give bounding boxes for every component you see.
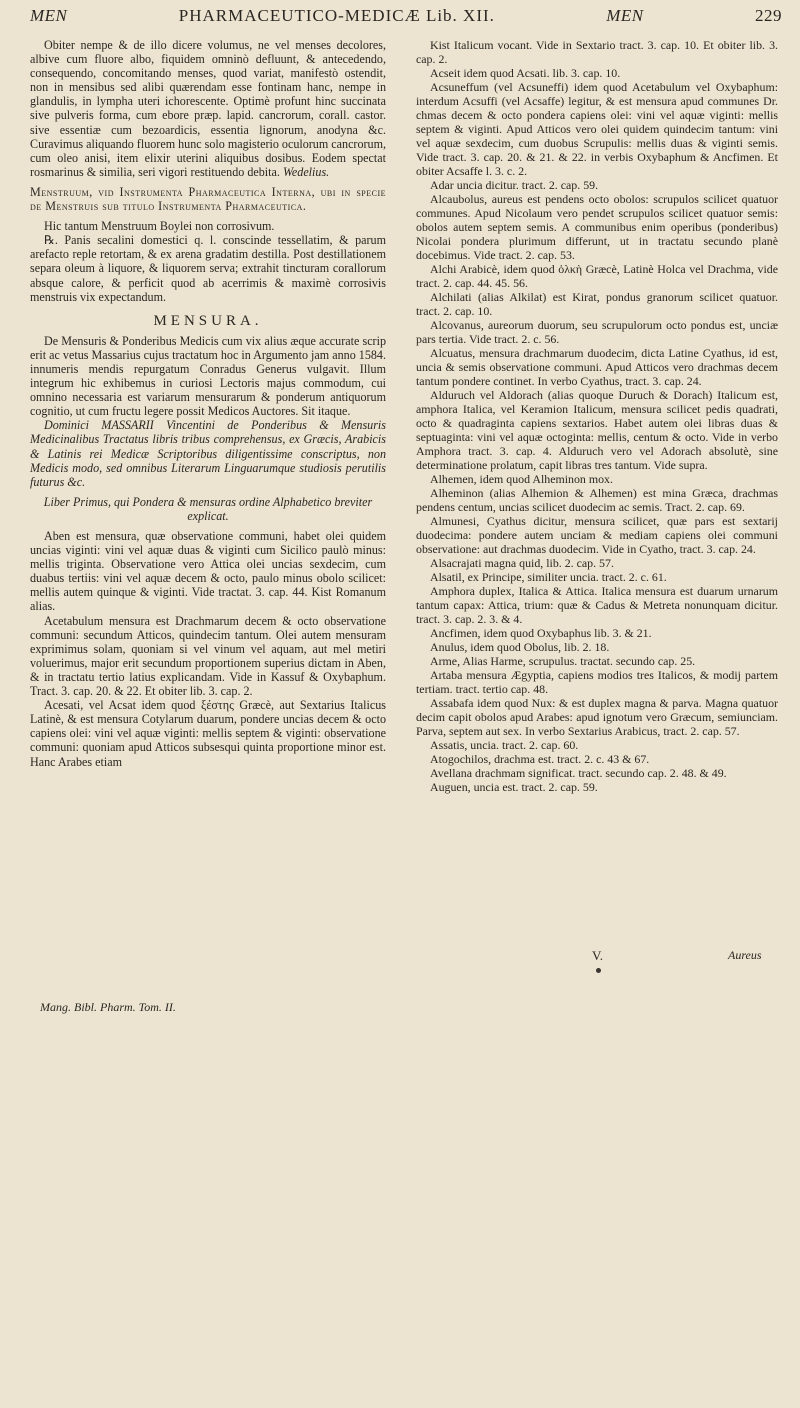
- section-heading: MENSURA.: [153, 312, 263, 329]
- dictionary-entry: Alchilati (alias Alkilat) est Kirat, pondus granorum scilicet quatuor. tract. 2. cap. 10.: [416, 290, 778, 318]
- dictionary-entry: Auguen, uncia est. tract. 2. cap. 59.: [430, 780, 598, 794]
- signature-line: Mang. Bibl. Pharm. Tom. II.: [40, 1000, 176, 1014]
- dictionary-entry: Assatis, uncia. tract. 2. cap. 60.: [430, 738, 579, 752]
- dictionary-entry: Amphora duplex, Italica & Attica. Italica mensura est duarum urnarum tantum capax: Attica, trium: quæ & Cadus & Metreta nonunquam dicitur. tract. 3. cap. 2. 3. & 4.: [416, 584, 778, 626]
- liber-primus-heading: Liber Primus, qui Pondera & mensuras ordine Alphabetico breviter explicat.: [43, 494, 373, 523]
- acesati-entry: Acesati, vel Acsat idem quod ξέστης Græcè, aut Sextarius Italicus Latinè, & est mensura Cotylarum duarum, pondere uncias decem & octo capiens olei: vini vel aquæ viginti: mellis septem & viginti: observatione communi: quoniam apud Atticos subsesqui quinta proportione minor est. Hanc Arabes etiam: [30, 698, 386, 769]
- dictionary-entry: Alcovanus, aureorum duorum, seu scrupulorum octo pondus est, unciæ pars tertia. Vide tract. 2. c. 56.: [416, 318, 778, 346]
- dictionary-entry: Acsuneffum (vel Acsuneffi) idem quod Acetabulum vel Oxybaphum: interdum Acsuffi (vel Acsaffe) legitur, & est mensura apud communes Dr. chmas decem & octo pondera capiens olei: vini vel aquæ viginti: mellis septem & viginti. Apud Atticos vero olei quidem quindecim tantum: vini vel aquæ sexdecim, cum duobus Scrupulis: mellis duas & viginti semis. Vide tract. 3. cap. 20. & 21. & 22. in verbis Oxybaphum & Ancfimen. Et obiter Acsaffe l. 3. c. 2.: [416, 80, 778, 178]
- dictionary-entry: Alsacrajati magna quid, lib. 2. cap. 57.: [430, 556, 614, 570]
- dictionary-entry: Alheminon (alias Alhemion & Alhemen) est mina Græca, drachmas pendens centum, uncias scilicet duodecim ac semis. Tract. 2. cap. 69.: [416, 486, 778, 514]
- dictionary-entry: Avellana drachmam significat. tract. secundo cap. 2. 48. & 49.: [430, 766, 727, 780]
- boyle-paragraph: Hic tantum Menstruum Boylei non corrosivum.: [44, 219, 275, 234]
- dictionary-entry: Alduruch vel Aldorach (alias quoque Duruch & Dorach) Italicum est, amphora Italica, vel Keramion Italicum, mensura scilicet pedis quadrati, octo & quadraginta capiens sextarios. Habet autem olei libras duas & septuaginta: vini vel aquæ octoginta: mellis, centum & octo. Vide in verbo Amphora tract. 3. cap. 4. Alduruch vero vel Adorach absolutè, sine determinatione prolatum, capit libras tres tantum. Vide supra.: [416, 388, 778, 472]
- intro-paragraph: Obiter nempe & de illo dicere volumus, ne vel menses decolores, albive cum fluore albo, fiquidem omninò defluunt, & antecedendo, consequendo, concomitando menses, quod variat, manifestò ostendit, non in mensibus sed alibi quærendam esse fontinam hanc, nempe in glandulis, in lympha uteri ichorescente. Optimè profunt hinc succinata sive pulveris forma, cum ebore præp. lapid. cancrorum, corall. castor. sive essentiæ cum bezoardicis, essentia lignorum, anodyna &c. Curavimus aliquando fluorem hunc solo magisterio oculorum cancrorum, cum oleo anisi, item elixir uterini aliquibus dosibus. Eodem spectat rosmarinus & similia, seri vigori restituendo debita. Wedelius.: [30, 38, 387, 179]
- dictionary-entry: Artaba mensura Ægyptia, capiens modios tres Italicos, & modij partem tertiam. tract. tertio cap. 48.: [416, 668, 778, 696]
- mensura-paragraph: De Mensuris & Ponderibus Medicis cum vix alius æque accurate scrip erit ac vetus Massarius cujus tractatum hoc in Argumento jam anno 1584. innumeris mendis repurgatum Conradus Generus vulgavit. Illum integrum hic exhibemus in curiosi Lectoris majus commodum, cui omnino necessaria est variarum mensurarum & ponderum antiquorum cognitio, ut cum fructu legere possit Medicos Auctores. Sit itaque.: [30, 333, 386, 419]
- right-column: [416, 38, 778, 794]
- dictionary-entry: Assabafa idem quod Nux: & est duplex magna & parva. Magna quatuor decim capit obolos apud Arabes: apud ignotum vero Græcum, semiunciam. Parva, septem aut sex. In verbo Sextarius Arabicus, tract. 2. cap. 57.: [416, 696, 778, 738]
- dictionary-entry: Adar uncia dicitur. tract. 2. cap. 59.: [430, 178, 599, 192]
- left-column: [30, 38, 386, 769]
- ink-dot: [596, 968, 601, 973]
- dictionary-entry: Alsatil, ex Principe, similiter uncia. tract. 2. c. 61.: [430, 570, 667, 584]
- dictionary-entry: Alcuatus, mensura drachmarum duodecim, dicta Latine Cyathus, id est, uncia & semis observatione communi. Apud Atticos vero drachmas decem tantum pondere continet. In verbo Cyathus, tract. 3. cap. 24.: [416, 346, 778, 388]
- dictionary-entry: Anulus, idem quod Obolus, lib. 2. 18.: [430, 640, 610, 654]
- dictionary-entry: Arme, Alias Harme, scrupulus. tractat. secundo cap. 25.: [430, 654, 696, 668]
- header-running-title: PHARMACEUTICO-MEDICÆ Lib. XII.: [178, 6, 495, 25]
- intro-author: Wedelius.: [282, 164, 330, 179]
- dictionary-entry: Atogochilos, drachma est. tract. 2. c. 43 & 67.: [430, 752, 650, 766]
- menstruum-title: Menstruum, vid Instrumenta Pharmaceutica Interna, ubi in specie de Menstruis sub titulo Instrumenta Pharmaceutica.: [30, 184, 386, 214]
- header-right-word: MEN: [606, 6, 644, 25]
- dictionary-entry: Alhemen, idem quod Alheminon mox.: [430, 472, 613, 486]
- catchword: Aureus: [728, 948, 762, 962]
- aben-entry: Aben est mensura, quæ observatione communi, habet olei quidem uncias viginti: vini vel aquæ duas & viginti cum Sicilico paulò minus: mellis triginta. Observatione vero Attica olei uncias sexdecim, cum duabus tertiis: vini vel aquæ decem & octo, paulo minus obolo scilicet: mellis autem quinque & viginti. Vide tractat. 3. cap. 44. Kist Romanum alias.: [30, 529, 386, 614]
- dictionary-entry: Ancfimen, idem quod Oxybaphus lib. 3. & 21.: [430, 626, 652, 640]
- dictionary-entry: Almunesi, Cyathus dicitur, mensura scilicet, quæ pars est sextarij duodecima: pondere autem unciam & mediam capiens olei communi observatione: aut drachmas duodecim. Vide in Cyatho, tract. 3. cap. 24.: [416, 514, 778, 556]
- page-number: 229: [754, 6, 782, 25]
- recipe-paragraph: ℞. Panis secalini domestici q. l. conscinde tessellatim, & parum arefacto reple retortam, & ex arena gradatim destilla. Post destillationem separa oleum à liquore, & liquorem serva; extrahit tincturam corallorum absque calore, & perficit quod ab acerrimis & maximè corrosivis menstruis vix expectandum.: [30, 233, 386, 304]
- acetabulum-entry: Acetabulum mensura est Drachmarum decem & octo observatione communi: secundum Atticos, quindecim tantum. Olei autem mensuram exprimimus solam, quoniam si vel vinum vel aquam, aut mel metiri voluerimus, major erit secundum proportionem superius dictam in Aben, & in tractatu tertio latius explicandam. Vide in Kassuf & Oxybaphum. Tract. 3. cap. 20. & 22. Et obiter lib. 3. cap. 2.: [30, 613, 386, 699]
- signature-mark: V.: [592, 948, 603, 963]
- dictionary-entry: Kist Italicum vocant. Vide in Sextario tract. 3. cap. 10. Et obiter lib. 3. cap. 2.: [416, 38, 778, 66]
- dictionary-entry: Alcaubolus, aureus est pendens octo obolos: scrupulos scilicet quatuor communes. Apud Nicolaum vero pendet scrupulos scilicet quatuor semis: obolos autem septem semis. A communibus enim operibus (ponderibus) Nicolai pondera plurimum differunt, ut in tractatu secundo planè docebimus. Vide tract. 2. cap. 53.: [416, 192, 778, 262]
- dictionary-entry: Acseit idem quod Acsati. lib. 3. cap. 10.: [430, 66, 621, 80]
- page-header: [30, 6, 782, 40]
- massarius-title: Dominici MASSARII Vincentini de Ponderibus & Mensuris Medicinalibus Tractatus libris tribus comprehensus, ex Græcis, Arabicis & Latinis rei Medicæ Scriptoribus diligentissime conscriptus, non Medicis modo, sed omnibus Literarum Linguarumque studiosis perutilis futurus &c.: [30, 418, 386, 489]
- dictionary-entry: Alchi Arabicè, idem quod ὀλκὴ Græcè, Latinè Holca vel Drachma, vide tract. 2. cap. 44. 45. 56.: [416, 262, 778, 290]
- header-left-word: MEN: [30, 6, 68, 25]
